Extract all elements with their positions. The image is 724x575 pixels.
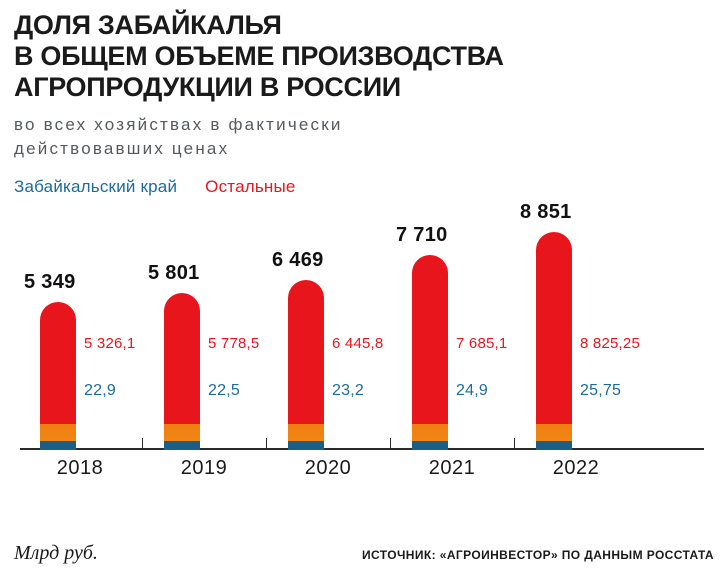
page-title-line-3: АГРОПРОДУКЦИИ В РОССИИ <box>14 72 401 102</box>
x-axis-label: 2018 <box>56 457 104 479</box>
bar-group <box>266 201 390 486</box>
bar-segment-zabaikalsky <box>40 441 76 450</box>
stacked-bar <box>288 280 324 450</box>
bar-segment-zabaikalsky <box>288 441 324 450</box>
stacked-bar <box>164 293 200 450</box>
bar-segment-zabaikalsky <box>536 441 572 450</box>
value-label-zabaikalsky: 24,9 <box>456 382 488 399</box>
x-axis-label: 2020 <box>304 457 352 479</box>
bar-segment-zabaikalsky <box>164 441 200 450</box>
page-title-line-1: ДОЛЯ ЗАБАЙКАЛЬЯ <box>14 10 282 40</box>
chart-footer <box>10 542 714 565</box>
bar-total-label: 7 710 <box>396 223 448 246</box>
legend-item-zabaikalsky: Забайкальский край <box>14 177 178 196</box>
x-axis-label: 2021 <box>428 457 476 479</box>
bar-group <box>514 201 638 486</box>
bar-group <box>142 201 266 486</box>
bar-chart <box>10 201 714 486</box>
x-axis-tick <box>390 438 391 450</box>
units-label: Млрд руб. <box>14 542 98 564</box>
legend-item-others: Остальные <box>205 177 296 196</box>
value-label-others: 6 445,8 <box>332 335 384 352</box>
bar-group <box>390 201 514 486</box>
bar-segment-others <box>536 232 572 450</box>
page-subtitle <box>14 113 714 161</box>
value-label-zabaikalsky: 25,75 <box>580 382 622 399</box>
stacked-bar <box>536 232 572 450</box>
source-note: ИСТОЧНИК: «АГРОИНВЕСТОР» ПО ДАННЫМ РОССТАТА <box>362 548 714 562</box>
infographic-page <box>0 10 724 575</box>
bar-total-label: 8 851 <box>520 201 572 223</box>
page-title-line-2: В ОБЩЕМ ОБЪЕМЕ ПРОИЗВОДСТВА <box>14 41 504 71</box>
bar-total-label: 6 469 <box>272 248 324 271</box>
bar-segment-others <box>412 255 448 450</box>
value-label-zabaikalsky: 23,2 <box>332 382 364 399</box>
page-title <box>14 10 714 103</box>
bar-total-label: 5 801 <box>148 262 200 285</box>
x-axis-tick <box>514 438 515 450</box>
value-label-zabaikalsky: 22,5 <box>208 382 240 399</box>
value-label-others: 5 326,1 <box>84 335 136 352</box>
value-label-zabaikalsky: 22,9 <box>84 382 116 399</box>
value-label-others: 7 685,1 <box>456 335 508 352</box>
page-subtitle-line-2: действовавших ценах <box>14 139 230 158</box>
bar-segment-zabaikalsky <box>412 441 448 450</box>
stacked-bar <box>412 255 448 450</box>
x-axis-tick <box>266 438 267 450</box>
value-label-others: 5 778,5 <box>208 335 260 352</box>
bar-total-label: 5 349 <box>24 271 76 294</box>
value-label-others: 8 825,25 <box>580 335 640 352</box>
chart-legend <box>14 177 714 197</box>
page-subtitle-line-1: во всех хозяйствах в фактически <box>14 115 343 134</box>
stacked-bar <box>40 302 76 450</box>
x-axis-tick <box>142 438 143 450</box>
bar-group <box>18 201 142 486</box>
x-axis-label: 2022 <box>552 457 600 479</box>
x-axis-label: 2019 <box>180 457 228 479</box>
